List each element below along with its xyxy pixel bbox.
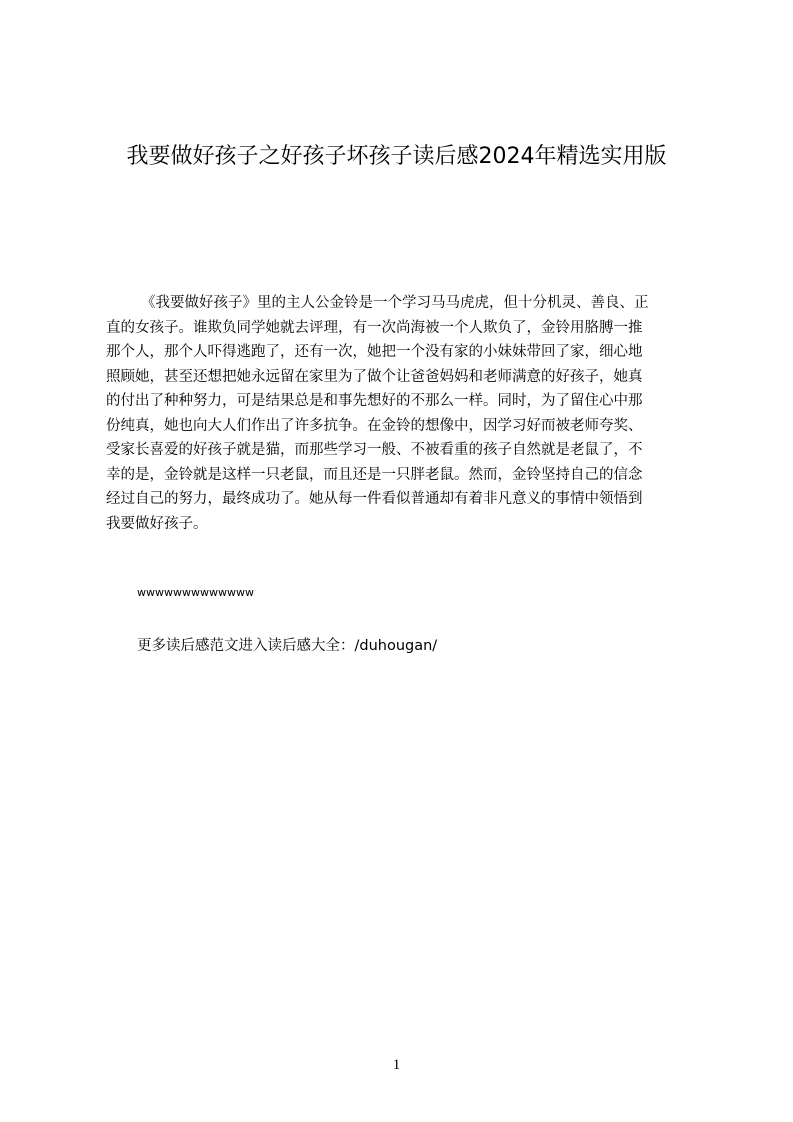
page-number: 1 [392, 1057, 401, 1073]
page-title: 我要做好孩子之好孩子坏孩子读后感2024年精选实用版 [126, 144, 667, 169]
body-line: 《我要做好孩子》里的主人公金铃是一个学习马马虎虎，但十分机灵、善良、正 [141, 295, 649, 311]
footer-note: 更多读后感范文进入读后感大全：/duhougan/ [137, 638, 438, 654]
body-line: 我要做好孩子。 [106, 515, 208, 532]
body-line: 直的女孩子。谁欺负同学她就去评理，有一次尚海被一个人欺负了，金铃用胳膊一推 [106, 319, 643, 336]
body-line: 份纯真，她也向大人们作出了许多抗争。在金铃的想像中，因学习好而被老师夸奖、 [106, 417, 643, 434]
body-line: 受家长喜爱的好孩子就是猫，而那些学习一般、不被看重的孩子自然就是老鼠了，不 [106, 442, 643, 458]
body-paragraph [106, 291, 698, 555]
separator-text: wwwwwwwwwwwww [137, 586, 254, 599]
body-line: 照顾她，甚至还想把她永远留在家里为了做个让爸爸妈妈和老师满意的好孩子，她真 [106, 368, 643, 385]
body-line: 幸的是，金铃就是这样一只老鼠，而且还是一只胖老鼠。然而，金铃坚持自己的信念 [106, 466, 643, 483]
body-line: 经过自己的努力，最终成功了。她从每一件看似普通却有着非凡意义的事情中领悟到 [106, 491, 643, 507]
body-line: 的付出了种种努力，可是结果总是和事先想好的不那么一样。同时，为了留住心中那 [106, 393, 643, 409]
body-line: 那个人，那个人吓得逃跑了，还有一次，她把一个没有家的小妹妹带回了家，细心地 [106, 344, 643, 360]
